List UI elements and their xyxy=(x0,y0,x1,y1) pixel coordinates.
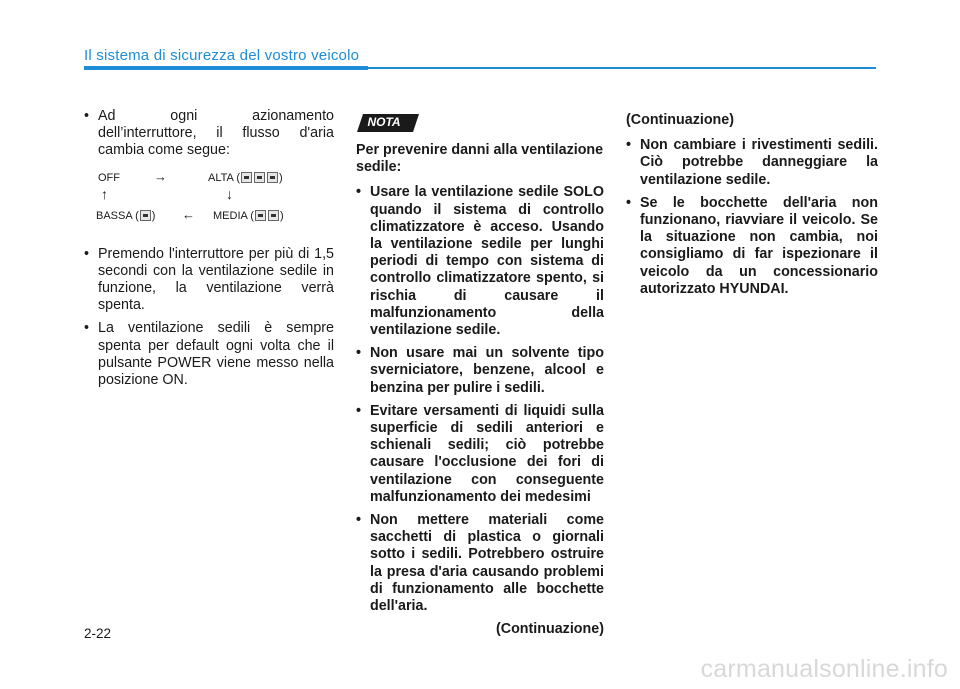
column-right xyxy=(626,112,878,304)
fan-icon xyxy=(255,210,266,221)
header-rule xyxy=(84,66,368,70)
fan-icon xyxy=(241,172,252,183)
list-item: • La ventilazione sedili è sempre spenta per default ogni volta che il pulsante POWER viene messo nella posizione ON. xyxy=(84,320,334,389)
fan-icon xyxy=(267,172,278,183)
column-middle xyxy=(356,142,604,638)
watermark: carmanualsonline.info xyxy=(700,655,948,683)
cycle-alta-label xyxy=(208,170,283,187)
page-number: 2-22 xyxy=(84,626,112,641)
fan-speed-cycle-diagram xyxy=(96,166,334,238)
cycle-bassa-label xyxy=(96,208,155,225)
section-title: Il sistema di sicurezza del vostro veicolo xyxy=(84,47,360,64)
arrow-down-icon: ↓ xyxy=(226,185,233,202)
list-item: • Non usare mai un solvente tipo sverniciatore, benzene, alcool e benzina per pulire i sedili. xyxy=(356,345,604,397)
list-item: • Non mettere materiali come sacchetti di plastica o giornali sotto i sedili. Potrebbero ostruire la presa d'aria causando problemi di funzionamento alle bocchette dell'aria. xyxy=(356,512,604,615)
cycle-media-label xyxy=(213,208,284,225)
bassa-text: BASSA ( xyxy=(96,209,139,222)
header-rule-thin xyxy=(368,67,876,69)
close-paren: ) xyxy=(279,209,284,222)
list-item: • Se le bocchette dell'aria non funzionano, riavviare il veicolo. Se la situazione non cambia, noi consigliamo di far ispezionare il veicolo da un concessionario autorizzato HYUNDAI. xyxy=(626,195,878,298)
continued-label: (Continuazione) xyxy=(495,621,604,638)
list-item: • Usare la ventilazione sedile SOLO quando il sistema di controllo climatizzatore è acceso. Usando la ventilazione sedile per lunghi periodi di tempo con sistema di controllo climatizzatore spento, si rischia di causare il malfunzionamento della ventilazione sedile. xyxy=(356,184,604,339)
close-paren: ) xyxy=(279,171,283,184)
note-intro: Per prevenire danni alla ventilazione sedile: xyxy=(356,142,604,176)
fan-icon xyxy=(254,172,265,183)
alta-text: ALTA ( xyxy=(208,171,240,184)
column-left xyxy=(84,108,334,395)
fan-icon xyxy=(140,210,151,221)
list-item: • Evitare versamenti di liquidi sulla superficie di sedili anteriori e schienali sedili; ciò potrebbe causare l'occlusione dei fori di ventilazione con conseguente malfunzionamento dei medesimi xyxy=(356,403,604,506)
list-item: • Ad ogni azionamento dell’interruttore, il flusso d'aria cambia come segue: xyxy=(84,108,334,160)
media-text: MEDIA ( xyxy=(213,209,254,222)
continued-label: (Continuazione) xyxy=(626,112,735,128)
cycle-off-label: OFF xyxy=(98,171,120,184)
list-item: • Premendo l'interruttore per più di 1,5 secondi con la ventilazione sedile in funzione, la ventilazione verrà spenta. xyxy=(84,246,334,315)
arrow-left-icon: ← xyxy=(182,206,195,222)
close-paren: ) xyxy=(151,209,156,222)
arrow-right-icon: → xyxy=(154,168,167,184)
fan-icon xyxy=(268,210,279,221)
list-item: • Non cambiare i rivestimenti sedili. Ciò potrebbe danneggiare la ventilazione sedile. xyxy=(626,137,878,189)
nota-badge xyxy=(357,114,419,132)
nota-label: NOTA xyxy=(367,115,401,129)
arrow-up-icon: ↑ xyxy=(101,185,108,202)
